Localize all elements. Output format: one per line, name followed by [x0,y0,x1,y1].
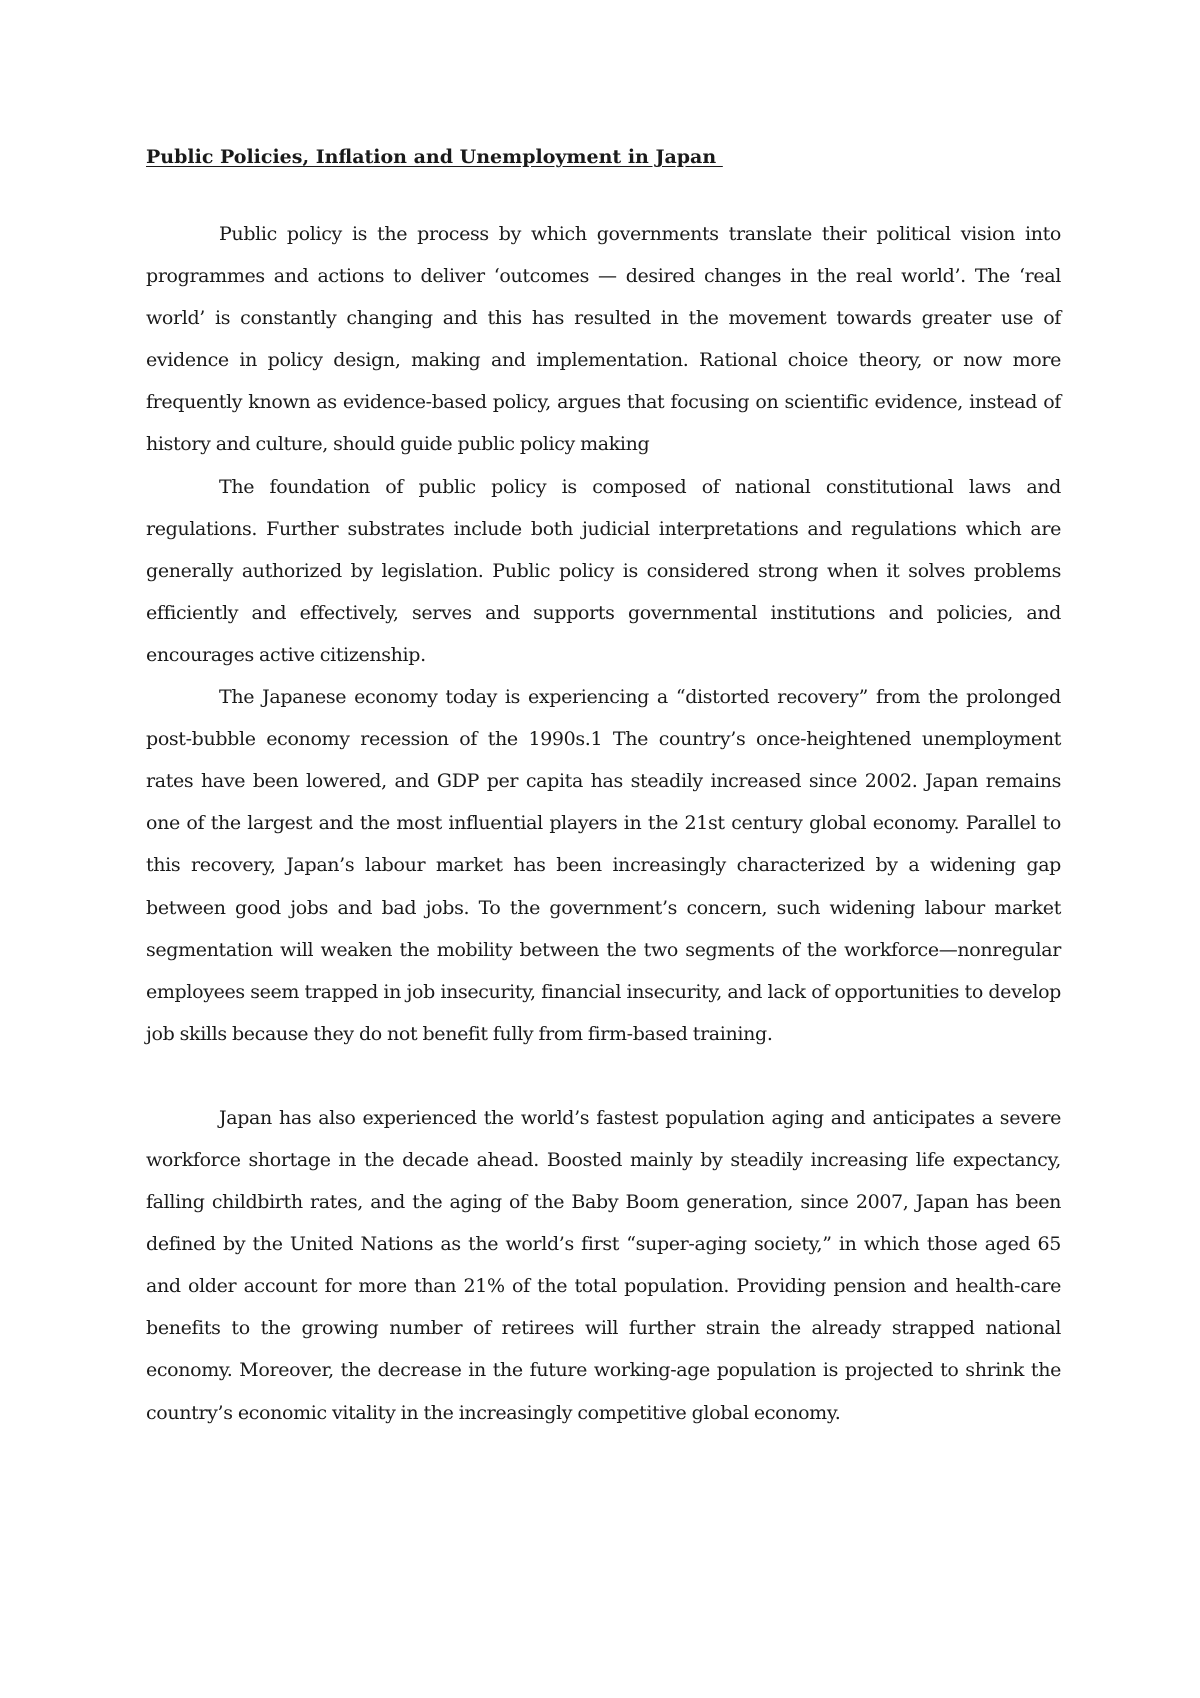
paragraph-public-policy-definition: Public policy is the process by which governments translate their political vision into programmes and actions to deliver ‘outcomes — desired changes in the real world’. The ‘real world’ is constantly changing and this has resulted in the movement towards greater use of evidence in policy design, making and implementation. Rational choice theory, or now more frequently known as evidence-based policy, argues that focusing on scientific evidence, instead of history and culture, should guide public policy making [146,223,1061,456]
document-page [146,144,1061,1434]
paragraph-spacer [146,1055,1061,1097]
paragraph-japanese-economy: The Japanese economy today is experiencing a “distorted recovery” from the prolonged post-bubble economy recession of the 1990s.1 The country’s once-heightened unemployment rates have been lowered, and GDP per capita has steadily increased since 2002. Japan remains one of the largest and the most influential players in the 21st century global economy. Parallel to this recovery, Japan’s labour market has been increasingly characterized by a widening gap between good jobs and bad jobs. To the government’s concern, such widening labour market segmentation will weaken the mobility between the two segments of the workforce—nonregular employees seem trapped in job insecurity, financial insecurity, and lack of opportunities to develop job skills because they do not benefit fully from firm-based training. [146,686,1061,1045]
document-title: Public Policies, Inflation and Unemployment in Japan [146,146,723,168]
paragraph-population-aging: Japan has also experienced the world’s fastest population aging and anticipates a severe workforce shortage in the decade ahead. Boosted mainly by steadily increasing life expectancy, falling childbirth rates, and the aging of the Baby Boom generation, since 2007, Japan has been defined by the United Nations as the world’s first “super-aging society,” in which those aged 65 and older account for more than 21% of the total population. Providing pension and health-care benefits to the growing number of retirees will further strain the already strapped national economy. Moreover, the decrease in the future working-age population is projected to shrink the country’s economic vitality in the increasingly competitive global economy. [146,1106,1061,1424]
paragraph-policy-foundation: The foundation of public policy is composed of national constitutional laws and regulations. Further substrates include both judicial interpretations and regulations which are generally authorized by legislation. Public policy is considered strong when it solves problems efficiently and effectively, serves and supports governmental institutions and policies, and encourages active citizenship. [146,475,1061,666]
